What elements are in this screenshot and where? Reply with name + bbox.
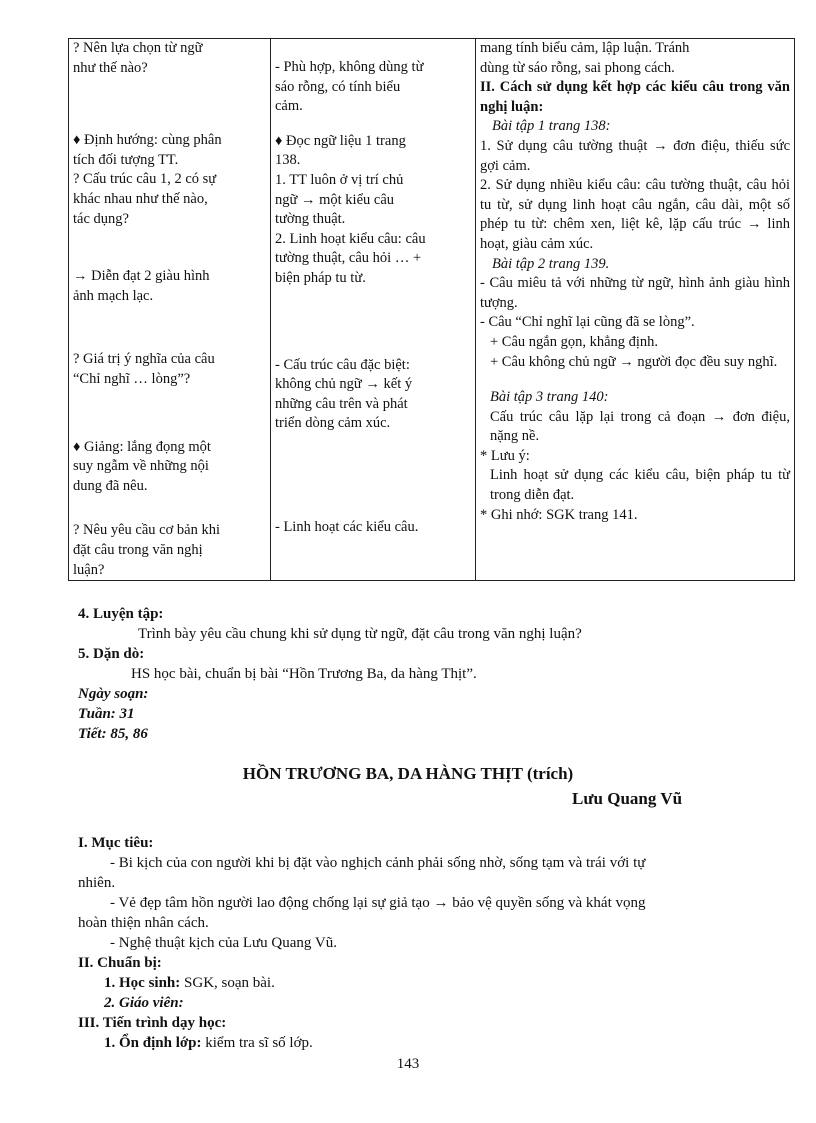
teacher-activity-column (69, 39, 271, 581)
text-line: - Phù hợp, không dùng từ (275, 59, 424, 75)
text-line: ảnh mạch lạc. (73, 287, 154, 304)
text-line: 2. Linh hoạt kiểu câu: câu (275, 230, 426, 247)
text-line: như thế nào? (73, 59, 148, 76)
text-line: tường thuật, câu hỏi … + (275, 250, 422, 267)
text-line: ? Nên lựa chọn từ ngữ (73, 40, 203, 56)
week-number: Tuần: 31 (78, 706, 135, 722)
exercise-title: Bài tập 1 trang 138: (492, 118, 611, 135)
text-line: đặt câu trong văn nghị (73, 541, 203, 558)
section-heading: II. Cách sử dụng kết hợp các kiểu câu trong văn nghị luận: (480, 79, 790, 115)
text-line: ♦ Định hướng: cùng phân (73, 132, 222, 149)
text-line: - Câu miêu tả với những từ ngữ, hình ảnh giàu hình tượng. (480, 275, 790, 311)
text-line: tác dụng? (73, 210, 129, 227)
preparation-heading: II. Chuẩn bị: (78, 955, 162, 971)
preparation-date: Ngày soạn: (78, 686, 149, 702)
student-prep (104, 973, 275, 993)
text-line: 138. (275, 152, 301, 169)
text-line: những câu trên và phát (275, 395, 408, 412)
text-line: - Cấu trúc câu đặc biệt: (275, 356, 410, 373)
text-line: * Lưu ý: (480, 447, 530, 464)
objective-line: - Vẻ đẹp tâm hồn người lao động chống lại sự giả tạo → bảo vệ quyền sống và khát vọng (110, 895, 646, 911)
page-number: 143 (396, 1056, 420, 1072)
homework-heading: 5. Dặn dò: (78, 646, 145, 662)
lesson-table (68, 38, 795, 581)
content-column (476, 39, 795, 581)
text-line: Linh hoạt sử dụng các kiểu câu, biện pháp tu từ trong diễn đạt. (490, 467, 790, 504)
objective-line: hoàn thiện nhân cách. (78, 915, 209, 931)
text-line: triển dòng cảm xúc. (275, 415, 391, 432)
period-number: Tiết: 85, 86 (78, 726, 148, 742)
text-line: suy ngẫm về những nội (73, 458, 209, 475)
process-step (104, 1033, 313, 1053)
text-line: * Ghi nhớ: SGK trang 141. (480, 506, 638, 523)
text-line: tường thuật. (275, 211, 346, 228)
student-activity-column (271, 39, 476, 581)
exercise-title: Bài tập 3 trang 140: (490, 389, 609, 406)
text-line: biện pháp tu từ. (275, 269, 366, 286)
text-line: + Câu không chủ ngữ → người đọc đều suy nghĩ. (490, 353, 778, 370)
text-line: ? Giá trị ý nghĩa của câu (73, 351, 215, 368)
text-line: - Câu “Chỉ nghĩ lại cũng đã se lòng”. (480, 314, 695, 331)
homework-text: HS học bài, chuẩn bị bài “Hồn Trương Ba, da hàng Thịt”. (131, 666, 477, 682)
text-line: - Linh hoạt các kiểu câu. (275, 518, 419, 535)
text-line: luận? (73, 561, 105, 578)
objective-line: - Bi kịch của con người khi bị đặt vào nghịch cảnh phải sống nhờ, sống tạm và trái với tự (110, 855, 646, 871)
student-label: 1. Học sinh: (104, 975, 181, 991)
practice-text: Trình bày yêu cầu chung khi sử dụng từ ngữ, đặt câu trong văn nghị luận? (138, 626, 582, 642)
objectives-heading: I. Mục tiêu: (78, 835, 154, 851)
step-text: kiểm tra sĩ số lớp. (201, 1035, 313, 1051)
text-line: ngữ → một kiểu câu (275, 191, 395, 208)
text-line: tích đối tượng TT. (73, 151, 179, 168)
text-line: không chủ ngữ → kết ý (275, 376, 413, 393)
lesson-title: HỒN TRƯƠNG BA, DA HÀNG THỊT (trích) (242, 764, 574, 783)
text-line: → Diễn đạt 2 giàu hình (73, 268, 210, 285)
text-line: cảm. (275, 98, 303, 115)
text-line: “Chỉ nghĩ … lòng”? (73, 370, 191, 387)
text-line: ? Nêu yêu cầu cơ bản khi (73, 522, 220, 539)
student-text: SGK, soạn bài. (180, 975, 275, 991)
table-row (69, 39, 795, 581)
text-line: khác nhau như thế nào, (73, 190, 208, 207)
teacher-label: 2. Giáo viên: (104, 995, 184, 1011)
exercise-title: Bài tập 2 trang 139. (492, 255, 610, 272)
author-name: Lưu Quang Vũ (572, 789, 683, 808)
text-line: ? Cấu trúc câu 1, 2 có sự (73, 171, 217, 188)
text-line: 1. Sử dụng câu tường thuật → đơn điệu, thiếu sức gợi cảm. (480, 137, 790, 174)
text-line: mang tính biểu cảm, lập luận. Tránh (480, 40, 690, 56)
text-line: + Câu ngắn gọn, khẳng định. (490, 333, 659, 350)
text-line: 2. Sử dụng nhiều kiểu câu: câu tường thuật, câu hỏi tu từ, sử dụng linh hoạt câu ngắn, câu dài, một số phép tu từ: chêm xen, liệt kê, lặp cấu trúc → linh hoạt, giàu cảm xúc. (480, 177, 790, 252)
text-line: ♦ Giảng: lắng đọng một (73, 438, 211, 455)
step-label: 1. Ổn định lớp: (104, 1035, 202, 1051)
text-line: sáo rỗng, có tính biểu (275, 78, 401, 95)
text-line: Cấu trúc câu lặp lại trong cả đoạn → đơn điệu, nặng nề. (490, 408, 790, 445)
objective-line: - Nghệ thuật kịch của Lưu Quang Vũ. (110, 935, 337, 951)
text-line: ♦ Đọc ngữ liệu 1 trang (275, 132, 406, 149)
practice-heading: 4. Luyện tập: (78, 606, 164, 622)
text-line: dung đã nêu. (73, 477, 148, 494)
process-heading: III. Tiến trình dạy học: (78, 1015, 227, 1031)
text-line: 1. TT luôn ở vị trí chủ (275, 171, 404, 188)
text-line: dùng từ sáo rỗng, sai phong cách. (480, 59, 675, 76)
objective-line: nhiên. (78, 875, 116, 891)
